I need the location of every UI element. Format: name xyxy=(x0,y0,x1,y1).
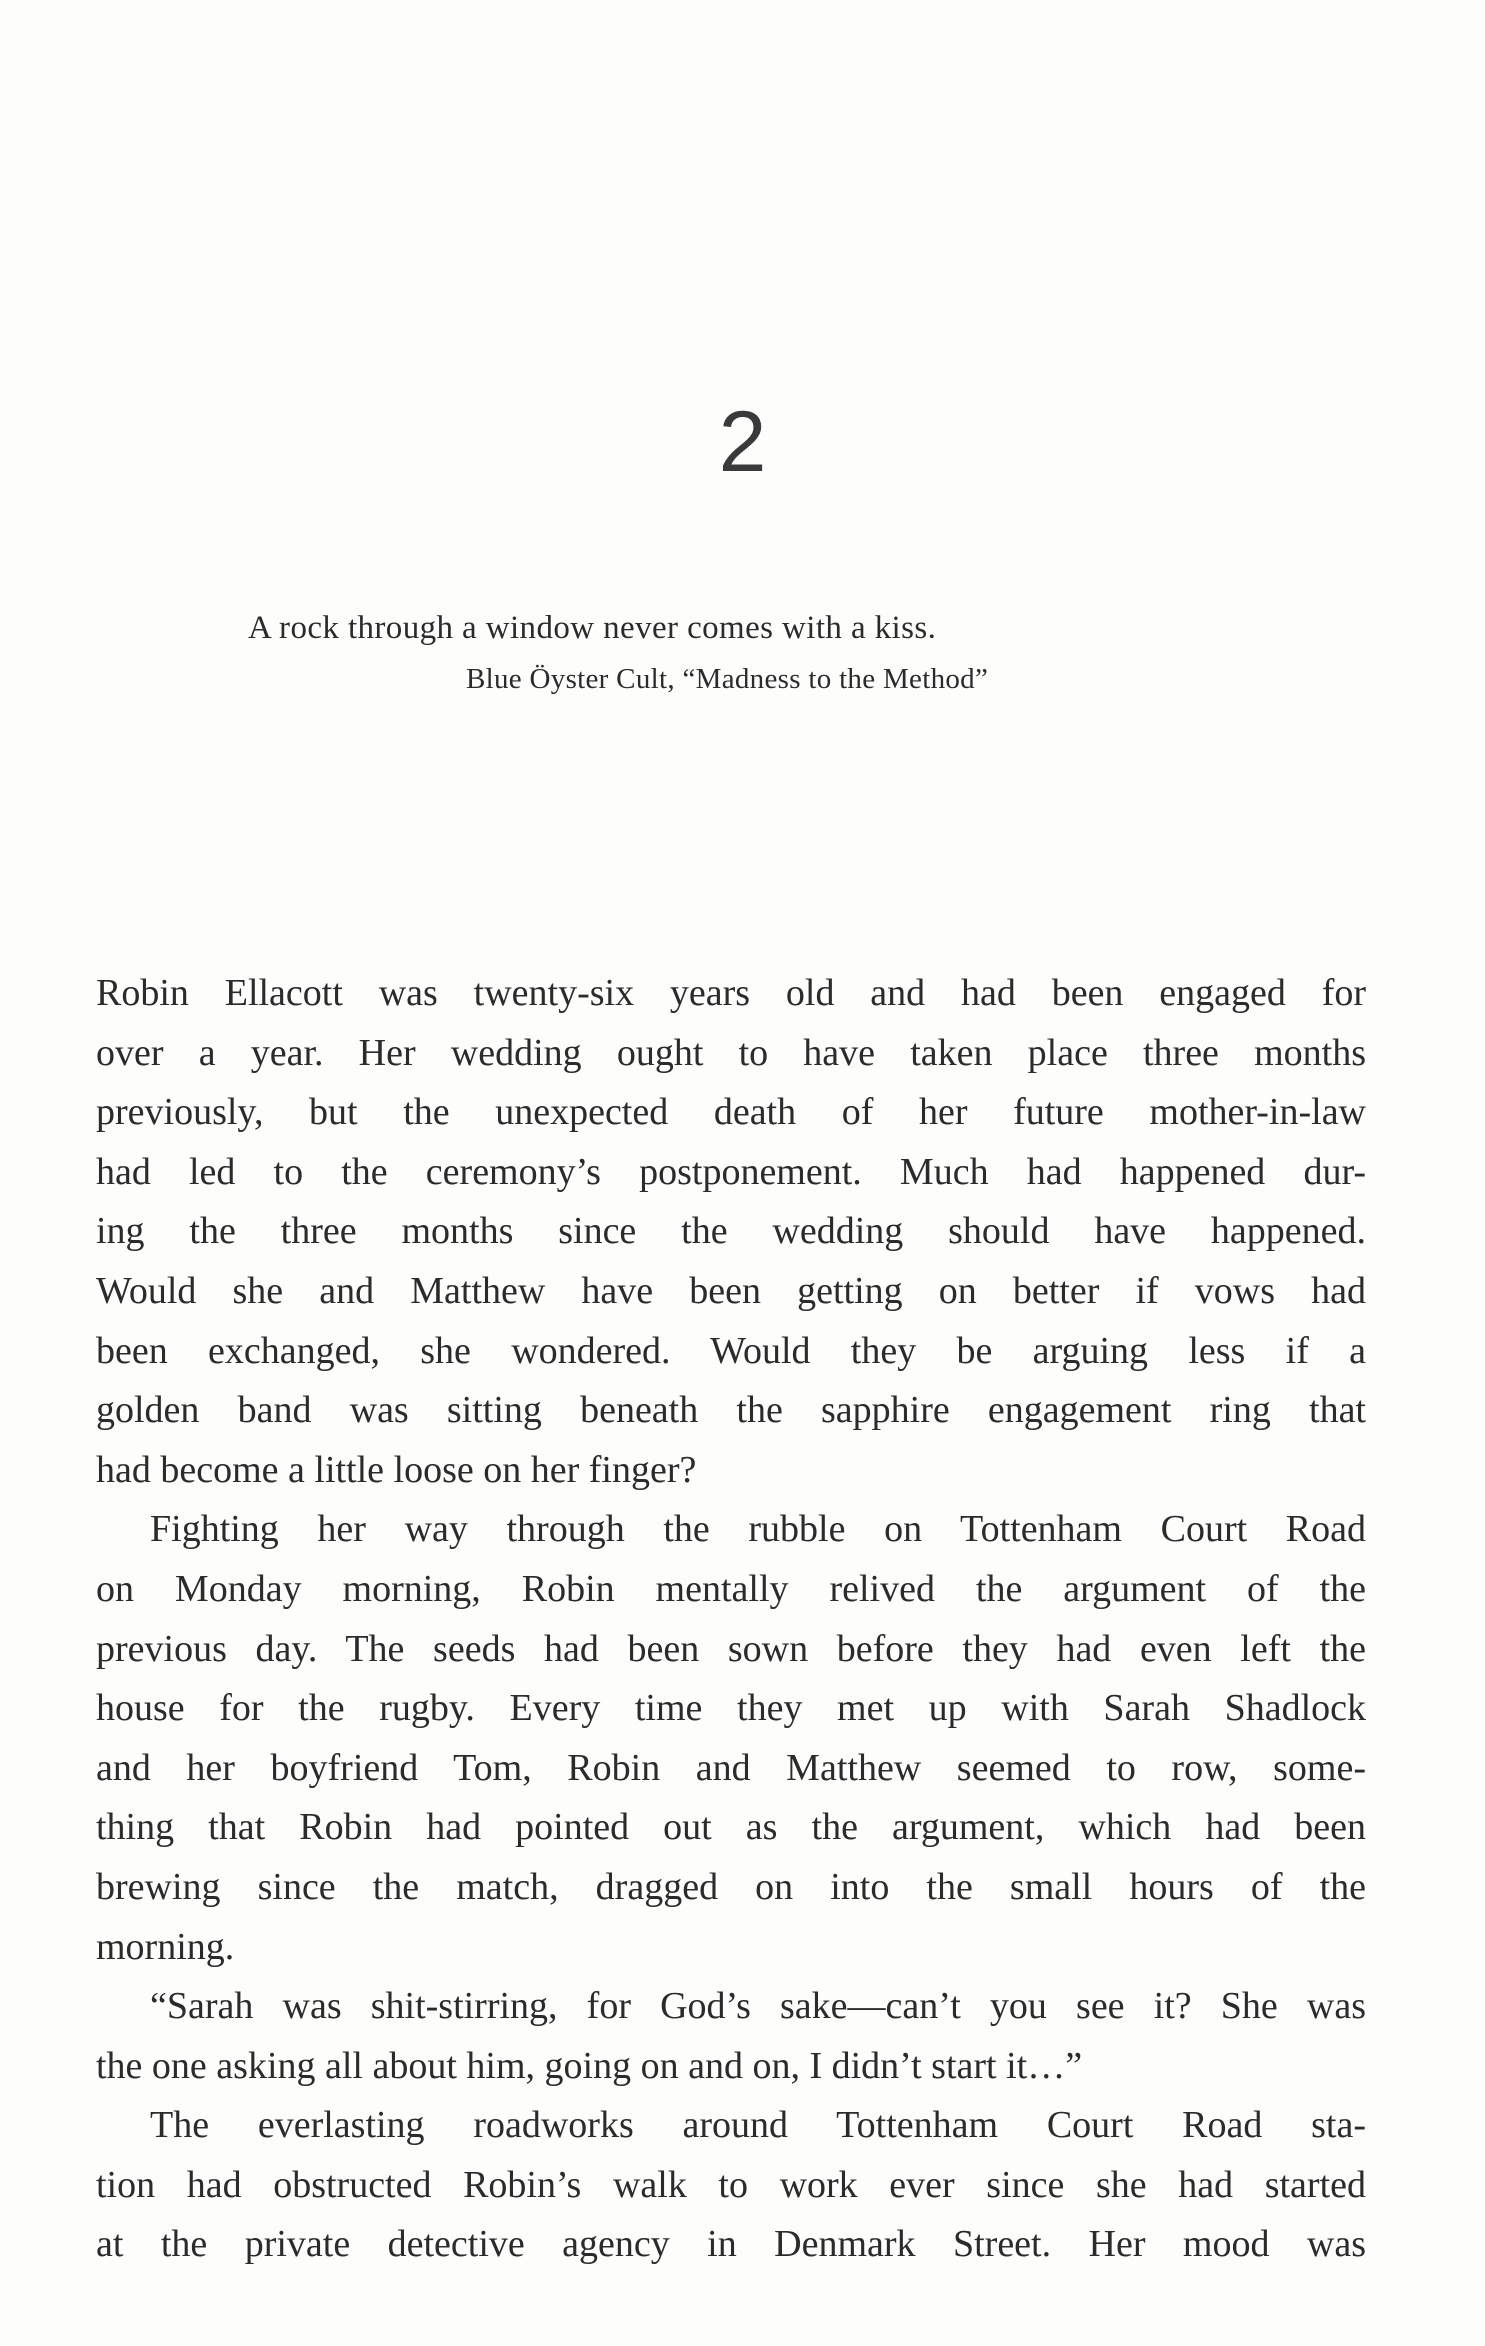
body-line: been exchanged, she wondered. Would they be arguing less if a xyxy=(96,1329,1366,1372)
body-text xyxy=(96,964,1366,2275)
body-line: Robin Ellacott was twenty-six years old and had been engaged for xyxy=(96,972,1366,1014)
body-line: morning. xyxy=(96,1925,235,1968)
body-line: and her boyfriend Tom, Robin and Matthew seemed to row, some- xyxy=(96,1746,1366,1789)
body-line: house for the rugby. Every time they met up with Sarah Shadlock xyxy=(96,1687,1366,1730)
body-line: Would she and Matthew have been getting on better if vows had xyxy=(96,1269,1366,1312)
epigraph-source: Blue Öyster Cult, “Madness to the Method” xyxy=(466,663,989,695)
body-line: thing that Robin had pointed out as the argument, which had been xyxy=(96,1806,1366,1849)
body-line: “Sarah was shit-stirring, for God’s sake—can’t you see it? She was xyxy=(150,1985,1366,2028)
body-line: Fighting her way through the rubble on Tottenham Court Road xyxy=(150,1508,1366,1551)
body-line: previous day. The seeds had been sown before they had even left the xyxy=(96,1627,1366,1670)
body-line: tion had obstructed Robin’s walk to work ever since she had started xyxy=(96,2163,1366,2206)
body-line: The everlasting roadworks around Tottenham Court Road sta- xyxy=(150,2104,1366,2147)
chapter-number: 2 xyxy=(718,394,767,490)
body-line: had led to the ceremony’s postponement. Much had happened dur- xyxy=(96,1150,1366,1193)
body-line: had become a little loose on her finger? xyxy=(96,1448,697,1491)
body-line: over a year. Her wedding ought to have taken place three months xyxy=(96,1031,1366,1074)
body-line: on Monday morning, Robin mentally relived the argument of the xyxy=(96,1567,1366,1610)
body-line: brewing since the match, dragged on into the small hours of the xyxy=(96,1865,1366,1908)
body-line: ing the three months since the wedding should have happened. xyxy=(96,1210,1366,1253)
epigraph-quote: A rock through a window never comes with a kiss. xyxy=(248,610,937,646)
body-line: golden band was sitting beneath the sapphire engagement ring that xyxy=(96,1389,1366,1432)
body-line: previously, but the unexpected death of her future mother-in-law xyxy=(96,1091,1366,1134)
epigraph xyxy=(248,604,1248,702)
body-line: the one asking all about him, going on and on, I didn’t start it…” xyxy=(96,2044,1083,2087)
body-line: at the private detective agency in Denmark Street. Her mood was xyxy=(96,2223,1366,2266)
